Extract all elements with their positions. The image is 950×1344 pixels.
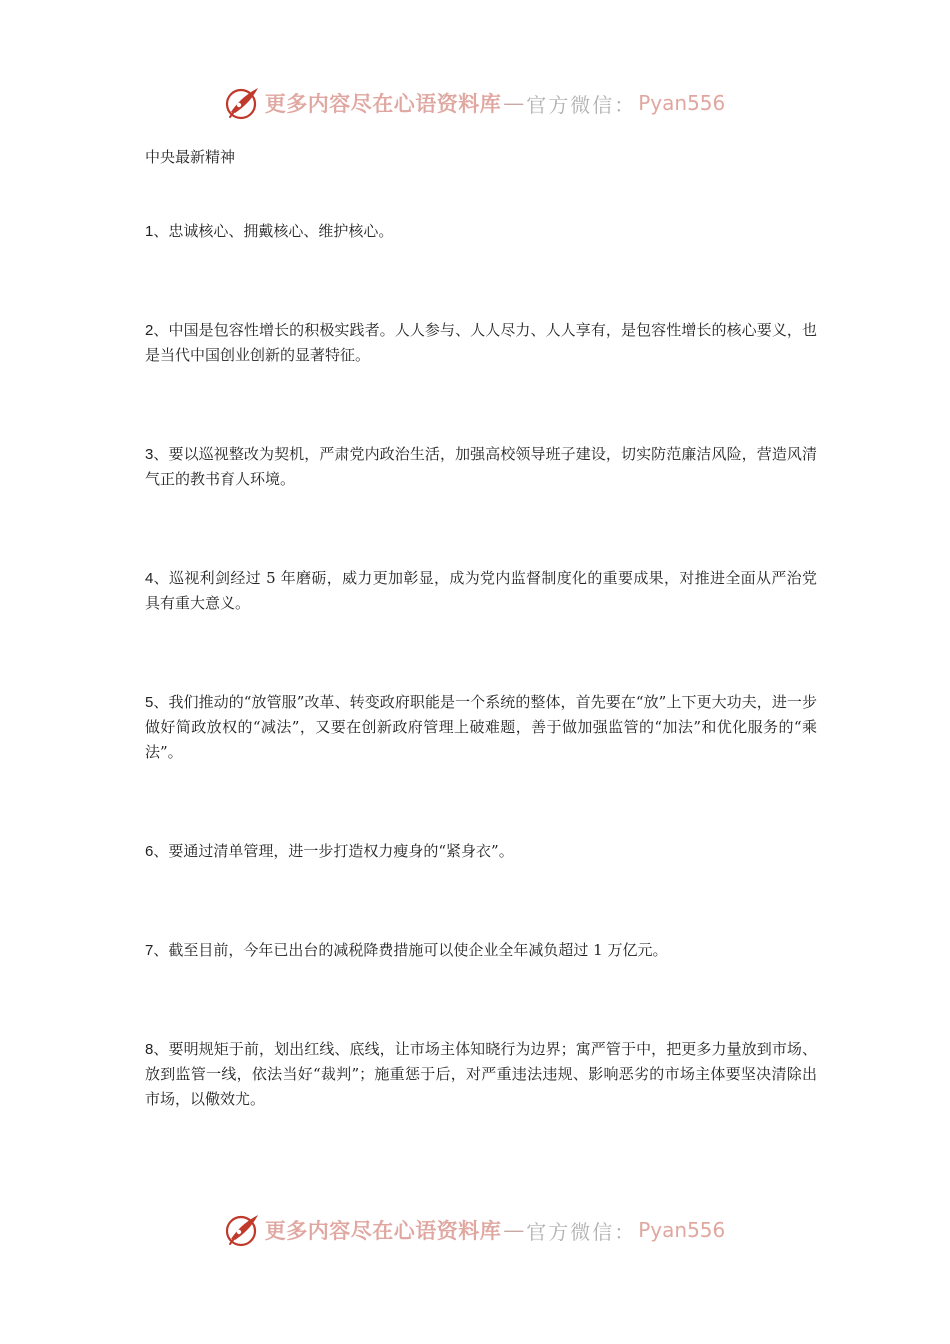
watermark-sub-text: 官方微信： bbox=[526, 92, 637, 117]
watermark-wechat-id: Pyan556 bbox=[638, 1218, 726, 1242]
quill-logo-icon bbox=[225, 1212, 261, 1248]
footer-watermark bbox=[0, 1205, 950, 1255]
watermark-sub-text: 官方微信： bbox=[526, 1219, 637, 1244]
list-item-5: 5、我们推动的“放管服”改革、转变政府职能是一个系统的整体，首先要在“放”上下更大功夫，进一步做好简政放权的“减法”，又要在创新政府管理上破难题，善于做加强监管的“加法”和优化服务的“乘法”。 bbox=[145, 693, 817, 761]
list-item-1: 1、忠诚核心、拥戴核心、维护核心。 bbox=[145, 222, 394, 240]
watermark-wechat-id: Pyan556 bbox=[638, 91, 726, 115]
list-item-7: 7、截至目前，今年已出台的减税降费措施可以使企业全年减负超过 1 万亿元。 bbox=[145, 941, 668, 959]
list-item-8: 8、要明规矩于前，划出红线、底线，让市场主体知晓行为边界；寓严管于中，把更多力量放到市场、放到监管一线，依法当好“裁判”；施重惩于后，对严重违法违规、影响恶劣的市场主体要坚决清除出市场，以儆效尤。 bbox=[145, 1040, 817, 1108]
quill-logo-icon bbox=[225, 85, 261, 121]
list-item-2: 2、中国是包容性增长的积极实践者。人人参与、人人尽力、人人享有，是包容性增长的核心要义，也是当代中国创业创新的显著特征。 bbox=[145, 321, 817, 364]
document-title: 中央最新精神 bbox=[145, 148, 236, 166]
header-watermark bbox=[0, 78, 950, 128]
document-body bbox=[145, 145, 817, 1112]
watermark-main-text: 更多内容尽在心语资料库 bbox=[264, 91, 502, 116]
list-item-6: 6、要通过清单管理，进一步打造权力瘦身的“紧身衣”。 bbox=[145, 842, 514, 860]
watermark-main-text: 更多内容尽在心语资料库 bbox=[264, 1218, 502, 1243]
list-item-4: 4、巡视利剑经过 5 年磨砺，威力更加彰显，成为党内监督制度化的重要成果，对推进全面从严治党具有重大意义。 bbox=[145, 569, 817, 612]
watermark-dash: — bbox=[503, 91, 525, 115]
list-item-3: 3、要以巡视整改为契机，严肃党内政治生活，加强高校领导班子建设，切实防范廉洁风险，营造风清气正的教书育人环境。 bbox=[145, 445, 817, 488]
watermark-dash: — bbox=[503, 1218, 525, 1242]
